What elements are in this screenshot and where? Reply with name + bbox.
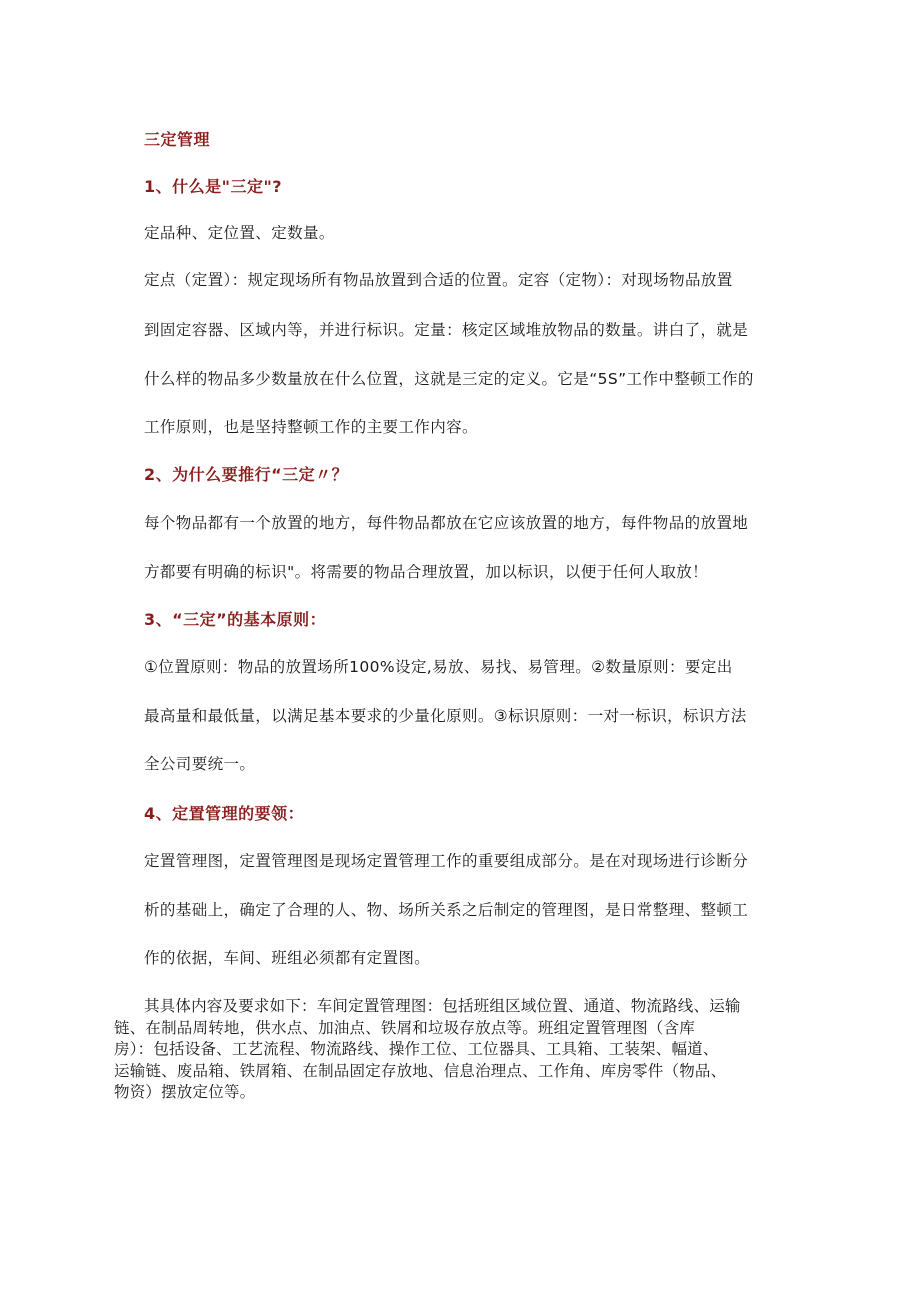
section-4-line: 作的依据，车间、班组必须都有定置图。 — [144, 949, 431, 967]
section-3-line: 最高量和最低量，以满足基本要求的少量化原则。③标识原则：一对一标识，标识方法 — [144, 707, 747, 725]
section-1-line: 定点（定置）：规定现场所有物品放置到合适的位置。定容（定物）：对现场物品放置 — [144, 271, 733, 289]
paragraph-line: 物资）摆放定位等。 — [114, 1083, 256, 1101]
section-2-line: 方都要有明确的标识"。将需要的物品合理放置，加以标识，以便于任何人取放！ — [144, 563, 709, 581]
section-2-heading: 2、为什么要推行“三定〃？ — [144, 465, 349, 484]
section-4-heading: 4、定置管理的要领： — [144, 804, 305, 823]
paragraph-line: 链、在制品周转地，供水点、加油点、铁屑和垃圾存放点等。班组定置管理图（含库 — [114, 1018, 695, 1037]
section-3-line: 全公司要统一。 — [144, 755, 256, 773]
section-4-line: 定置管理图，定置管理图是现场定置管理工作的重要组成部分。是在对现场进行诊断分 — [144, 852, 749, 870]
section-4-line: 析的基础上，确定了合理的人、物、场所关系之后制定的管理图，是日常整理、整顿工 — [144, 901, 749, 919]
section-1-intro: 定品种、定位置、定数量。 — [144, 224, 335, 242]
section-3-heading: 3、“三定”的基本原则： — [144, 610, 327, 629]
section-3-line: ①位置原则：物品的放置场所100%设定,易放、易找、易管理。②数量原则：要定出 — [144, 658, 733, 676]
final-paragraph — [114, 996, 804, 1104]
paragraph-line: 房）：包括设备、工艺流程、物流路线、操作工位、工位器具、工具箱、工装架、幅道、 — [114, 1040, 719, 1058]
section-1-heading: 1、什么是"三定"? — [144, 177, 283, 196]
document-title: 三定管理 — [144, 130, 211, 149]
section-1-line: 到固定容器、区域内等，并进行标识。定量：核定区域堆放物品的数量。讲白了，就是 — [144, 321, 749, 339]
paragraph-line: 运输链、废品箱、铁屑箱、在制品固定存放地、信息治理点、工作角、库房零件（物品、 — [114, 1061, 727, 1080]
section-1-line: 什么样的物品多少数量放在什么位置，这就是三定的定义。它是“5S”工作中整顿工作的 — [144, 370, 754, 388]
section-2-line: 每个物品都有一个放置的地方，每件物品都放在它应该放置的地方，每件物品的放置地 — [144, 514, 749, 532]
section-1-line: 工作原则，也是坚持整顿工作的主要工作内容。 — [144, 418, 478, 436]
paragraph-line: 其具体内容及要求如下：车间定置管理图：包括班组区域位置、通道、物流路线、运输 — [144, 997, 741, 1015]
